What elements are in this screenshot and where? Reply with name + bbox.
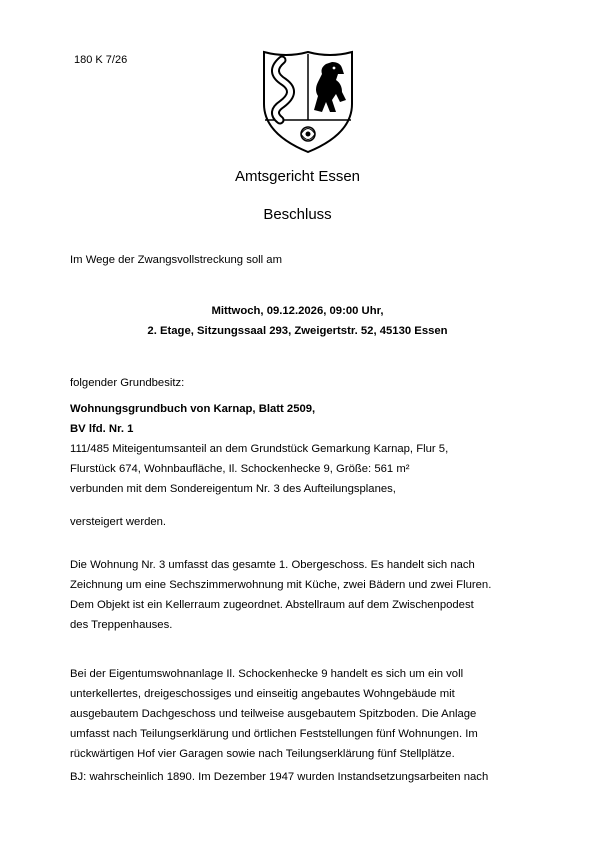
grundbuch-desc-line: verbunden mit dem Sondereigentum Nr. 3 des Aufteilungsplanes, bbox=[70, 483, 396, 495]
versteigert-text: versteigert werden. bbox=[70, 516, 167, 528]
grundbesitz-label: folgender Grundbesitz: bbox=[70, 377, 185, 389]
nrw-coat-of-arms-icon bbox=[256, 50, 360, 154]
grundbuch-bv: BV lfd. Nr. 1 bbox=[70, 423, 134, 435]
paragraph-line: Die Wohnung Nr. 3 umfasst das gesamte 1. Obergeschoss. Es handelt sich nach bbox=[70, 559, 475, 571]
paragraph-wohnung bbox=[70, 555, 491, 635]
intro-text: Im Wege der Zwangsvollstreckung soll am bbox=[70, 254, 283, 266]
court-name: Amtsgericht Essen bbox=[234, 168, 361, 185]
paragraph-line: rückwärtigen Hof vier Garagen sowie nach Teilungserklärung fünf Stellplätze. bbox=[70, 748, 455, 760]
paragraph-line: Zeichnung um eine Sechszimmerwohnung mit Küche, zwei Bädern und zwei Fluren. bbox=[70, 579, 492, 591]
auction-location: 2. Etage, Sitzungssaal 293, Zweigertstr. 52, 45130 Essen bbox=[147, 325, 448, 337]
paragraph-line: ausgebautem Dachgeschoss und teilweise ausgebautem Spitzboden. Die Anlage bbox=[70, 708, 477, 720]
grundbuch-desc-line: Flurstück 674, Wohnbaufläche, Il. Schockenhecke 9, Größe: 561 m² bbox=[70, 463, 410, 475]
paragraph-line: des Treppenhauses. bbox=[70, 619, 173, 631]
paragraph-line: BJ: wahrscheinlich 1890. Im Dezember 1947 wurden Instandsetzungsarbeiten nach bbox=[70, 771, 489, 783]
file-number: 180 K 7/26 bbox=[74, 54, 128, 66]
paragraph-line: Dem Objekt ist ein Kellerraum zugeordnet. Abstellraum auf dem Zwischenpodest bbox=[70, 599, 474, 611]
document-type: Beschluss bbox=[263, 206, 332, 223]
paragraph-line: unterkellertes, dreigeschossiges und einseitig angebautes Wohngebäude mit bbox=[70, 688, 455, 700]
auction-date: Mittwoch, 09.12.2026, 09:00 Uhr, bbox=[211, 305, 384, 317]
paragraph-line: umfasst nach Teilungserklärung und örtlichen Feststellungen fünf Wohnungen. Im bbox=[70, 728, 478, 740]
paragraph-anlage bbox=[70, 664, 478, 764]
paragraph-baujahr bbox=[70, 767, 488, 787]
grundbuch-title: Wohnungsgrundbuch von Karnap, Blatt 2509, bbox=[70, 403, 316, 415]
grundbuch-desc-line: 111/485 Miteigentumsanteil an dem Grundstück Gemarkung Karnap, Flur 5, bbox=[70, 443, 449, 455]
grundbuch-block bbox=[70, 399, 448, 499]
paragraph-line: Bei der Eigentumswohnanlage Il. Schockenhecke 9 handelt es sich um ein voll bbox=[70, 668, 464, 680]
